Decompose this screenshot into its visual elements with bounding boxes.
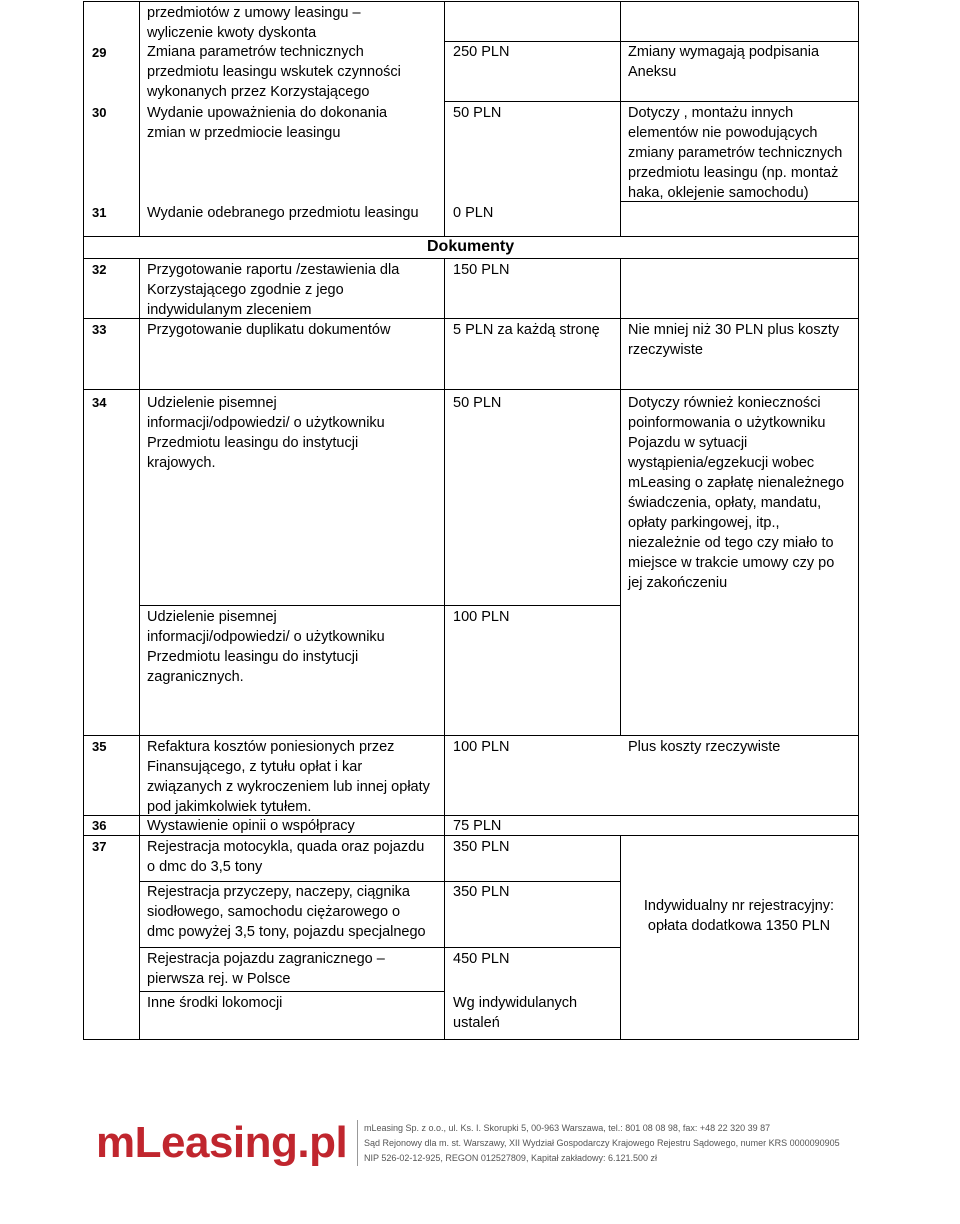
table-rule	[83, 735, 859, 736]
row-29-description: Zmiana parametrów technicznych przedmiotu leasingu wskutek czynności wykonanych przez Korzystającego	[147, 44, 401, 100]
row-32-number: 32	[92, 262, 107, 277]
row-33-description: Przygotowanie duplikatu dokumentów	[147, 322, 391, 338]
row-33-note: Nie mniej niż 30 PLN plus koszty rzeczywiste	[628, 322, 840, 358]
footer-registry: NIP 526-02-12-925, REGON 012527809, Kapitał zakładowy: 6.121.500 zł	[364, 1153, 658, 1163]
row-37c-fee: 450 PLN	[453, 951, 510, 967]
table-rule	[139, 947, 620, 948]
table-rule	[620, 1, 621, 236]
table-rule	[83, 1, 859, 2]
table-rule	[139, 991, 444, 992]
row-31-fee: 0 PLN	[453, 205, 494, 221]
row-33-fee: 5 PLN za każdą stronę	[453, 322, 600, 338]
row-36-description: Wystawienie opinii o współpracy	[147, 818, 355, 834]
mleasing-logo: mLeasing.pl	[96, 1118, 348, 1167]
row-35-number: 35	[92, 739, 107, 754]
row-29-number: 29	[92, 45, 107, 60]
table-rule	[444, 1, 445, 236]
table-rule	[620, 258, 621, 735]
row-30-note: Dotyczy , montażu innych elementów nie powodujących zmiany parametrów technicznych przedmiotu leasingu (np. montaż haka, oklejenie samochodu)	[628, 105, 843, 201]
row-33-number: 33	[92, 322, 107, 337]
row-34-number: 34	[92, 395, 107, 410]
row-31-description: Wydanie odebranego przedmiotu leasingu	[147, 205, 419, 221]
row-29-fee: 250 PLN	[453, 44, 510, 60]
row-37b-description: Rejestracja przyczepy, naczepy, ciągnika siodłowego, samochodu ciężarowego o dmc powyżej 3,5 tony, pojazdu specjalnego	[147, 884, 426, 940]
footer-address: mLeasing Sp. z o.o., ul. Ks. I. Skorupki 5, 00-963 Warszawa, tel.: 801 08 08 98, fax: +48 22 320 39 87	[364, 1123, 771, 1133]
row-30-fee: 50 PLN	[453, 105, 502, 121]
row-31-number: 31	[92, 205, 107, 220]
table-rule	[444, 258, 445, 1039]
footer-court: Sąd Rejonowy dla m. st. Warszawy, XII Wydział Gospodarczy Krajowego Rejestru Sądowego, numer KRS 0000090905	[364, 1138, 840, 1148]
row-37-fee: 350 PLN	[453, 839, 510, 855]
row-34-description: Udzielenie pisemnej informacji/odpowiedzi/ o użytkowniku Przedmiotu leasingu do instytucji krajowych.	[147, 395, 385, 471]
section-heading: Dokumenty	[427, 238, 515, 255]
table-rule	[83, 258, 859, 259]
row-34-note: Dotyczy również konieczności poinformowania o użytkowniku Pojazdu w sytuacji wystąpienia/egzekucji wobec mLeasing o zapłatę nienależnego świadczenia, opłaty, mandatu, opłaty parkingowej, itp., niezależnie od tego czy miało to miejsce w trakcie umowy czy po jej zakończeniu	[628, 395, 845, 591]
row-34b-description: Udzielenie pisemnej informacji/odpowiedzi/ o użytkowniku Przedmiotu leasingu do instytucji zagranicznych.	[147, 609, 385, 685]
row-37d-fee: Wg indywidulanych ustaleń	[453, 995, 578, 1031]
table-rule	[139, 605, 620, 606]
row-32-fee: 150 PLN	[453, 262, 510, 278]
row-34-fee: 50 PLN	[453, 395, 502, 411]
table-rule	[83, 1, 84, 1039]
row-36-fee: 75 PLN	[453, 818, 502, 834]
row-37-number: 37	[92, 839, 107, 854]
row-37c-description: Rejestracja pojazdu zagranicznego – pierwsza rej. w Polsce	[147, 951, 385, 987]
table-rule	[139, 1, 140, 236]
row-34b-fee: 100 PLN	[453, 609, 510, 625]
row-35-description: Refaktura kosztów poniesionych przez Finansującego, z tytułu opłat i kar związanych z wykroczeniem lub innej opłaty pod jakimkolwiek tytułem.	[147, 739, 430, 815]
table-rule	[620, 835, 621, 1039]
row-29-note: Zmiany wymagają podpisania Aneksu	[628, 44, 820, 80]
row-36-number: 36	[92, 818, 107, 833]
footer-divider	[357, 1120, 358, 1166]
row-30-description: Wydanie upoważnienia do dokonania zmian w przedmiocie leasingu	[147, 105, 388, 141]
table-rule	[83, 1039, 859, 1040]
table-rule	[858, 1, 859, 1039]
row-37-note: Indywidualny nr rejestracyjny: opłata dodatkowa 1350 PLN	[643, 898, 835, 934]
row-28-description: przedmiotów z umowy leasingu – wyliczenie kwoty dyskonta	[147, 5, 361, 41]
table-rule	[444, 101, 859, 102]
table-rule	[139, 258, 140, 1039]
table-rule	[83, 389, 859, 390]
row-35-fee: 100 PLN	[453, 739, 510, 755]
row-35-note: Plus koszty rzeczywiste	[628, 739, 781, 755]
row-32-description: Przygotowanie raportu /zestawienia dla Korzystającego zgodnie z jego indywidulanym zleceniem	[147, 262, 400, 318]
row-37d-description: Inne środki lokomocji	[147, 995, 283, 1011]
row-37b-fee: 350 PLN	[453, 884, 510, 900]
row-37-description: Rejestracja motocykla, quada oraz pojazdu o dmc do 3,5 tony	[147, 839, 425, 875]
row-30-number: 30	[92, 105, 107, 120]
